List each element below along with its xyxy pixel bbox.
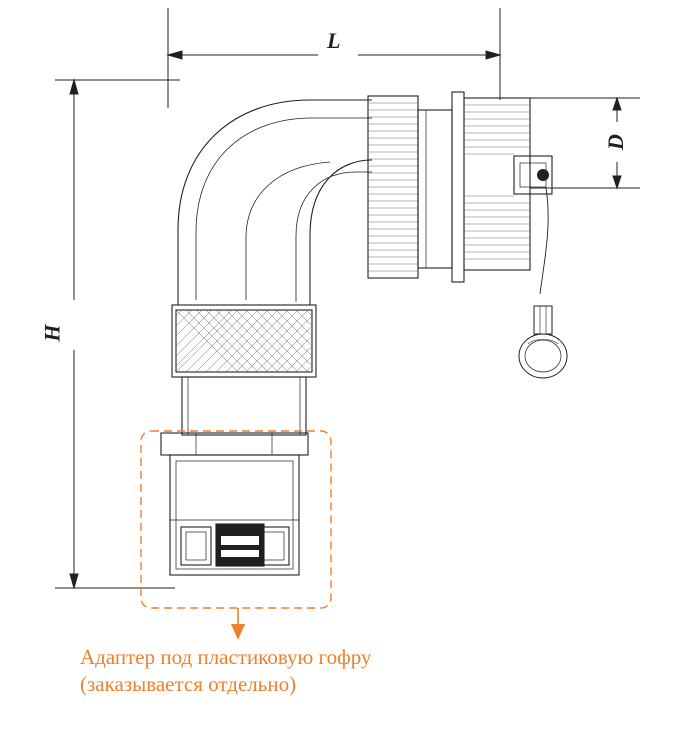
adapter-latch-slot-1 <box>221 536 259 545</box>
ribbed-ring-ribs <box>368 103 418 271</box>
dimension-lines <box>55 8 640 588</box>
corrugated-hose-adapter <box>161 433 308 575</box>
adapter-window-left <box>181 527 211 565</box>
lanyard-chain <box>540 188 548 294</box>
annotation-arrow <box>231 608 245 640</box>
adapter-latch-slot-2 <box>221 550 259 557</box>
elbow-contour-1 <box>196 118 372 300</box>
arrow-D-bottom <box>613 176 621 188</box>
dimension-label-L: L <box>327 28 341 53</box>
dust-cap-outer <box>519 334 567 378</box>
arrow-H-bottom <box>70 574 78 588</box>
adapter-annotation <box>80 644 600 698</box>
lower-barrel <box>182 377 306 435</box>
arrow-H-top <box>70 80 78 94</box>
nose-dot <box>537 169 549 181</box>
adapter-window-right-inner <box>264 532 284 560</box>
middle-body <box>418 110 452 268</box>
adapter-flange <box>161 433 308 455</box>
adapter-window-left-inner <box>186 532 206 560</box>
knurl-hatch <box>176 310 312 372</box>
knurled-coupling-nut <box>172 305 316 377</box>
dimension-label-D: D <box>602 134 628 150</box>
arrow-D-top <box>613 98 621 110</box>
arrow-L-left <box>168 51 182 59</box>
arrow-down-icon <box>231 624 245 640</box>
elbow-inner-wall <box>310 160 372 305</box>
dust-cap-lanyard <box>519 188 567 378</box>
elbow-outer-wall <box>178 100 372 305</box>
lanyard-ferrule <box>534 306 552 334</box>
elbow-body-outline <box>178 100 372 305</box>
dust-cap-inner <box>525 340 561 372</box>
elbow-contour-3 <box>246 162 330 300</box>
knurl-inner-rect <box>176 310 312 372</box>
horizontal-connector-section <box>368 92 552 282</box>
dimension-label-H: H <box>39 324 65 342</box>
flange-plate <box>452 92 464 282</box>
adapter-annotation-line-2: (заказывается отдельно) <box>80 672 297 696</box>
barrel-rect <box>182 377 306 435</box>
knurl-outer-rect <box>172 305 316 377</box>
adapter-annotation-line-1: Адаптер под пластиковую гофру <box>80 645 372 669</box>
arrow-L-right <box>486 51 500 59</box>
elbow-contour-2 <box>296 172 372 302</box>
